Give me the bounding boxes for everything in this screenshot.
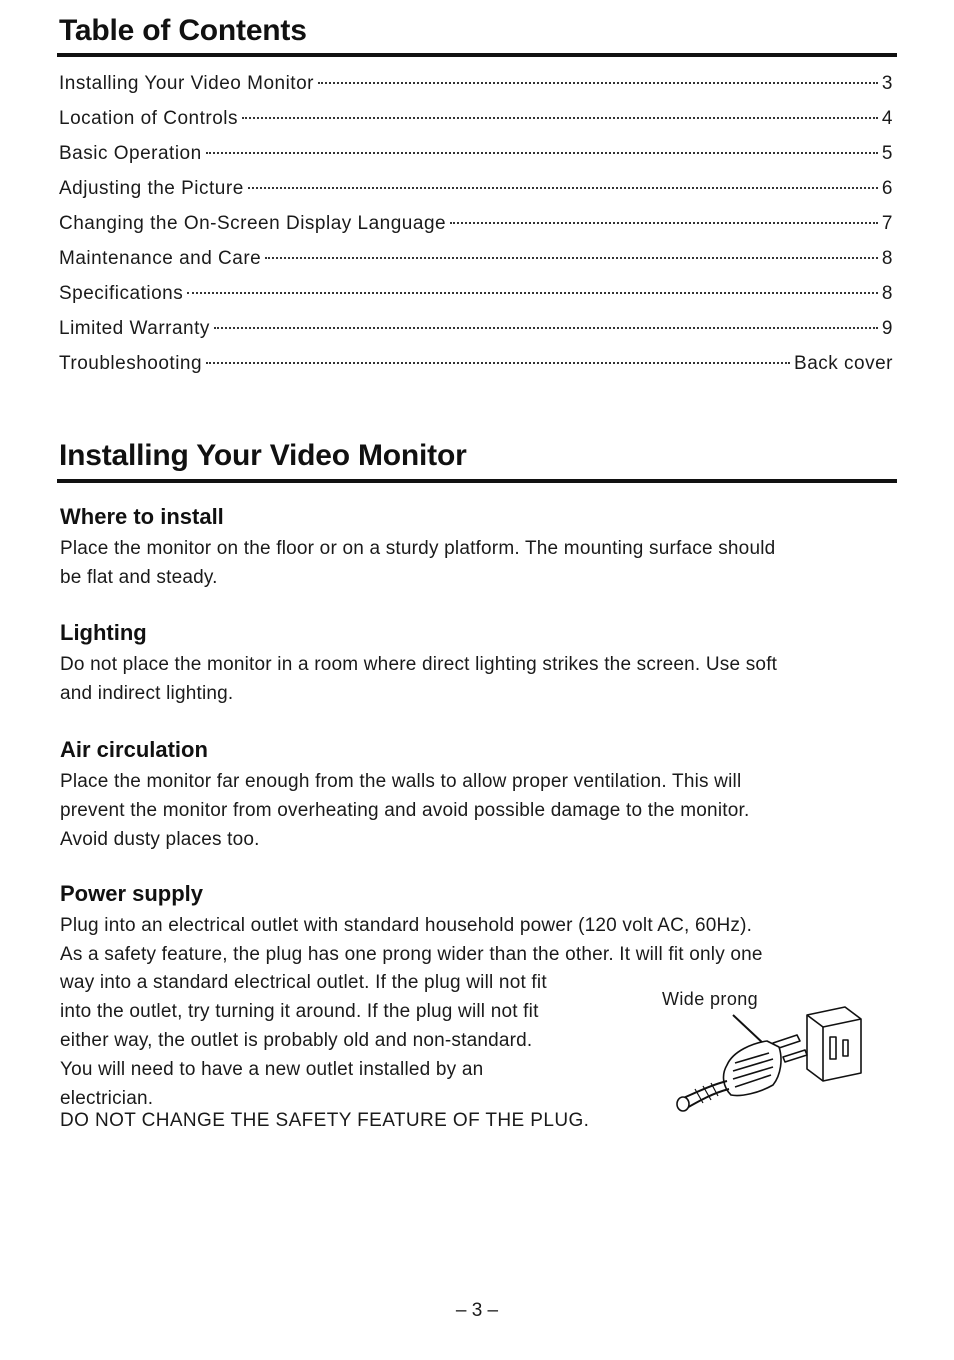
toc-entry-page: 5 [881,143,893,164]
toc-entry-label: Maintenance and Care [59,248,262,269]
text-line: prevent the monitor from overheating and avoid possible damage to the monitor. [60,800,750,821]
toc-title-rule [57,53,897,57]
subheading-air-circulation: Air circulation [60,737,208,762]
subheading-lighting: Lighting [60,620,147,645]
toc-list [59,73,893,388]
toc-entry-label: Adjusting the Picture [59,178,244,199]
section-title-rule [57,479,897,483]
subheading-power-supply: Power supply [60,881,204,906]
toc-entry-label: Location of Controls [59,108,238,129]
text-line: and indirect lighting. [60,683,234,704]
plug-figure [655,985,880,1130]
paragraph-where-to-install [60,534,895,592]
text-line: As a safety feature, the plug has one prong wider than the other. It will fit only one [60,944,763,965]
toc-entry-label: Installing Your Video Monitor [59,73,314,94]
text-line: Do not place the monitor in a room where direct lighting strikes the screen. Use soft [60,654,778,675]
toc-title: Table of Contents [59,14,307,47]
paragraph-power-supply [60,911,895,969]
toc-leader-dots [214,327,878,329]
toc-entry[interactable] [59,318,893,353]
safety-warning: DO NOT CHANGE THE SAFETY FEATURE OF THE PLUG. [60,1110,590,1131]
toc-entry-page: 9 [881,318,893,339]
toc-leader-dots [318,82,878,84]
text-line: either way, the outlet is probably old and non-standard. [60,1030,533,1051]
text-line: Place the monitor far enough from the walls to allow proper ventilation. This will [60,771,742,792]
toc-leader-dots [450,222,878,224]
toc-entry-label: Basic Operation [59,143,202,164]
paragraph-power-supply-continued [60,968,640,1113]
text-line: Avoid dusty places too. [60,829,260,850]
toc-entry-label: Limited Warranty [59,318,210,339]
text-line: You will need to have a new outlet installed by an [60,1059,484,1080]
toc-entry-page: 7 [881,213,893,234]
toc-entry-label: Changing the On-Screen Display Language [59,213,447,234]
toc-entry[interactable] [59,353,893,388]
section-title: Installing Your Video Monitor [59,439,467,472]
paragraph-air-circulation [60,767,895,854]
text-line: electrician. [60,1088,154,1109]
toc-entry-page: 3 [881,73,893,94]
toc-entry-label: Troubleshooting [59,353,203,374]
toc-entry-page: 8 [881,248,893,269]
toc-entry-page: 6 [881,178,893,199]
text-line: Place the monitor on the floor or on a sturdy platform. The mounting surface should [60,538,776,559]
toc-entry[interactable] [59,248,893,283]
toc-entry-page: 4 [881,108,893,129]
toc-leader-dots [265,257,878,259]
text-line: Plug into an electrical outlet with standard household power (120 volt AC, 60Hz). [60,915,753,936]
toc-entry[interactable] [59,108,893,143]
polarized-plug-and-outlet-icon [655,985,880,1130]
subheading-where-to-install: Where to install [60,504,224,529]
toc-entry[interactable] [59,73,893,108]
toc-leader-dots [206,152,878,154]
text-line: way into a standard electrical outlet. If the plug will not fit [60,972,547,993]
toc-entry[interactable] [59,213,893,248]
page-number: – 3 – [455,1300,499,1321]
toc-leader-dots [206,362,790,364]
toc-entry[interactable] [59,178,893,213]
wide-prong-label: Wide prong [662,989,759,1009]
text-line: into the outlet, try turning it around. If the plug will not fit [60,1001,539,1022]
toc-entry-label: Specifications [59,283,184,304]
toc-entry[interactable] [59,143,893,178]
toc-leader-dots [187,292,878,294]
toc-leader-dots [248,187,878,189]
toc-entry-page: Back cover [794,353,893,374]
toc-entry[interactable] [59,283,893,318]
toc-leader-dots [242,117,878,119]
toc-entry-page: 8 [881,283,893,304]
paragraph-lighting [60,650,895,708]
text-line: be flat and steady. [60,567,218,588]
